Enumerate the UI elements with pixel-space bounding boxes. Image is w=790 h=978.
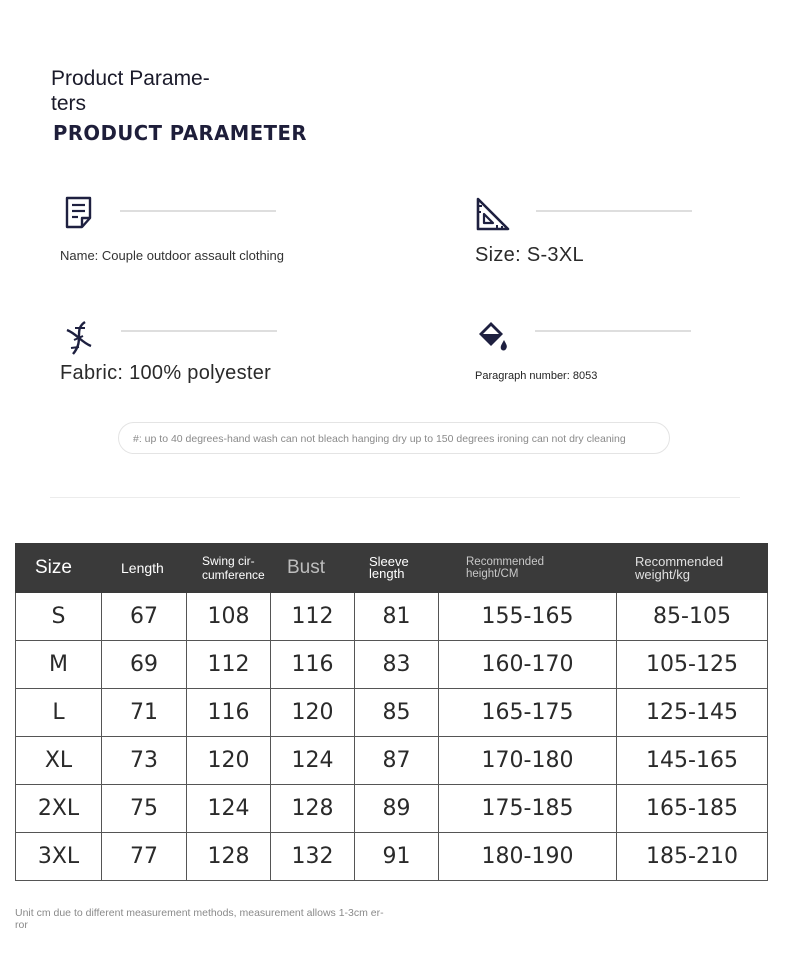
header-rec-height-line-1: Recommended bbox=[466, 556, 544, 568]
page-title-line-1: Product Parame- bbox=[51, 67, 210, 90]
cell-length: 69 bbox=[102, 641, 187, 689]
param-paragraph-number: Paragraph number: 8053 bbox=[475, 370, 598, 382]
footnote-line-2: ror bbox=[15, 919, 28, 931]
header-sleeve-line-1: Sleeve bbox=[369, 554, 409, 569]
cell-length: 77 bbox=[102, 833, 187, 881]
footnote-line-1: Unit cm due to different measurement methods, measurement allows 1-3cm er- bbox=[15, 907, 384, 919]
cell-size: L bbox=[16, 689, 102, 737]
header-rec-height-line-2: height/CM bbox=[466, 568, 519, 580]
cell-bust: 120 bbox=[271, 689, 355, 737]
table-row bbox=[16, 641, 768, 689]
table-header-row bbox=[16, 544, 768, 593]
header-recommended-weight bbox=[617, 544, 768, 593]
divider-rule bbox=[121, 330, 277, 332]
cell-height: 165-175 bbox=[439, 689, 617, 737]
cell-size: XL bbox=[16, 737, 102, 785]
table-row bbox=[16, 833, 768, 881]
divider-rule bbox=[120, 210, 276, 212]
cell-bust: 112 bbox=[271, 593, 355, 641]
cell-length: 73 bbox=[102, 737, 187, 785]
header-swing-line-1: Swing cir- bbox=[202, 554, 255, 568]
cell-length: 67 bbox=[102, 593, 187, 641]
param-name: Name: Couple outdoor assault clothing bbox=[60, 248, 285, 263]
cell-swing: 124 bbox=[187, 785, 271, 833]
dna-fiber-icon bbox=[63, 320, 95, 356]
cell-bust: 132 bbox=[271, 833, 355, 881]
measurement-footnote bbox=[15, 907, 405, 931]
cell-size: 3XL bbox=[16, 833, 102, 881]
table-row bbox=[16, 593, 768, 641]
header-rec-weight-line-2: weight/kg bbox=[635, 567, 690, 582]
cell-weight: 85-105 bbox=[617, 593, 768, 641]
document-icon bbox=[64, 196, 94, 230]
cell-sleeve: 85 bbox=[355, 689, 439, 737]
cell-swing: 120 bbox=[187, 737, 271, 785]
table-row bbox=[16, 785, 768, 833]
cell-weight: 185-210 bbox=[617, 833, 768, 881]
cell-height: 175-185 bbox=[439, 785, 617, 833]
header-bust: Bust bbox=[271, 544, 355, 593]
cell-weight: 145-165 bbox=[617, 737, 768, 785]
table-row bbox=[16, 689, 768, 737]
header-sleeve-line-2: length bbox=[369, 566, 405, 581]
header-recommended-height bbox=[439, 544, 617, 593]
header-swing-circumference bbox=[187, 544, 271, 593]
cell-sleeve: 81 bbox=[355, 593, 439, 641]
header-swing-line-2: cumference bbox=[202, 568, 265, 582]
size-chart-table bbox=[15, 543, 768, 881]
cell-sleeve: 87 bbox=[355, 737, 439, 785]
cell-weight: 165-185 bbox=[617, 785, 768, 833]
care-instructions: #: up to 40 degrees-hand wash can not bleach hanging dry up to 150 degrees ironing can not dry cleaning bbox=[118, 422, 670, 454]
cell-bust: 124 bbox=[271, 737, 355, 785]
cell-size: 2XL bbox=[16, 785, 102, 833]
paint-bucket-icon bbox=[475, 320, 511, 356]
cell-swing: 128 bbox=[187, 833, 271, 881]
cell-bust: 116 bbox=[271, 641, 355, 689]
section-divider bbox=[50, 497, 740, 498]
cell-weight: 105-125 bbox=[617, 641, 768, 689]
header-length: Length bbox=[102, 544, 187, 593]
ruler-triangle-icon bbox=[475, 196, 511, 232]
header-sleeve-length bbox=[355, 544, 439, 593]
divider-rule bbox=[536, 210, 692, 212]
cell-swing: 116 bbox=[187, 689, 271, 737]
cell-height: 170-180 bbox=[439, 737, 617, 785]
cell-sleeve: 89 bbox=[355, 785, 439, 833]
divider-rule bbox=[535, 330, 691, 332]
cell-size: S bbox=[16, 593, 102, 641]
page-subtitle: PRODUCT PARAMETER bbox=[53, 121, 307, 145]
table-row bbox=[16, 737, 768, 785]
cell-swing: 108 bbox=[187, 593, 271, 641]
cell-swing: 112 bbox=[187, 641, 271, 689]
cell-bust: 128 bbox=[271, 785, 355, 833]
header-size: Size bbox=[16, 544, 102, 593]
cell-length: 71 bbox=[102, 689, 187, 737]
cell-size: M bbox=[16, 641, 102, 689]
cell-sleeve: 91 bbox=[355, 833, 439, 881]
cell-height: 155-165 bbox=[439, 593, 617, 641]
cell-height: 160-170 bbox=[439, 641, 617, 689]
page-title-line-2: ters bbox=[51, 92, 87, 115]
param-size: Size: S-3XL bbox=[475, 244, 584, 266]
header-rec-weight-line-1: Recommended bbox=[635, 554, 724, 569]
param-fabric: Fabric: 100% polyester bbox=[60, 362, 272, 384]
cell-length: 75 bbox=[102, 785, 187, 833]
cell-weight: 125-145 bbox=[617, 689, 768, 737]
cell-sleeve: 83 bbox=[355, 641, 439, 689]
cell-height: 180-190 bbox=[439, 833, 617, 881]
